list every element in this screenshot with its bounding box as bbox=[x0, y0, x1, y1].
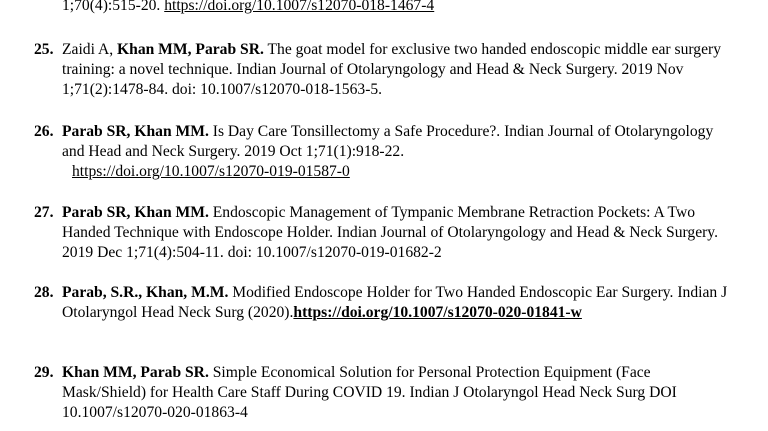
reference-text: Endoscopic Management of Tympanic Membrane Retraction Pockets: A Two Handed Technique with Endoscope Holder. Indian Journal of Otolaryngology and Head & Neck Surgery. 2019 Dec 1;71(4):504-11. doi: 10.1007/s12070-019-01682-2 bbox=[62, 204, 718, 261]
reference-text: Simple Economical Solution for Personal Protection Equipment (Face Mask/Shield) for Health Care Staff During COVID 19. Indian J Otolaryngol Head Neck Surg DOI 10.1007/s12070-020-01863-4 bbox=[62, 364, 677, 421]
reference-29 bbox=[34, 363, 734, 423]
reference-number: 26. bbox=[34, 123, 54, 140]
reference-authors: Zaidi A, bbox=[62, 41, 118, 58]
reference-number: 29. bbox=[34, 364, 54, 381]
reference-authors-bold: Parab, S.R., Khan, M.M. bbox=[62, 284, 229, 301]
reference-text: Is Day Care Tonsillectomy a Safe Procedure?. Indian Journal of Otolaryngology and Head and Neck Surgery. 2019 Oct 1;71(1):918-22. bbox=[62, 123, 714, 160]
reference-authors-bold: Khan MM, Parab SR. bbox=[117, 41, 264, 58]
reference-number: 25. bbox=[34, 41, 54, 58]
reference-doi-link[interactable]: https://doi.org/10.1007/s12070-019-01587-0 bbox=[72, 163, 350, 180]
reference-number: 28. bbox=[34, 284, 54, 301]
reference-number: 27. bbox=[34, 204, 54, 221]
fragment-doi-link[interactable]: https://doi.org/10.1007/s12070-018-1467-4 bbox=[164, 0, 435, 14]
reference-text: Modified Endoscope Holder for Two Handed Endoscopic Ear Surgery. Indian J Otolaryngol Head Neck Surg (2020). bbox=[62, 284, 728, 321]
reference-authors-bold: Khan MM, Parab SR. bbox=[62, 364, 209, 381]
reference-authors-bold: Parab SR, Khan MM. bbox=[62, 204, 209, 221]
fragment-text: 1;70(4):515-20. bbox=[62, 0, 165, 14]
reference-27 bbox=[34, 203, 734, 263]
reference-25 bbox=[34, 40, 734, 100]
reference-authors-bold: Parab SR, Khan MM. bbox=[62, 123, 209, 140]
reference-doi-link[interactable]: https://doi.org/10.1007/s12070-020-01841-w bbox=[293, 304, 582, 321]
reference-text: The goat model for exclusive two handed endoscopic middle ear surgery training: a novel technique. Indian Journal of Otolaryngology and Head & Neck Surgery. 2019 Nov 1;71(2):1478-84. doi: 10.1007/s12070-018-1563-5. bbox=[62, 41, 722, 98]
reference-26 bbox=[34, 122, 734, 182]
previous-reference-fragment bbox=[62, 0, 752, 16]
reference-28 bbox=[34, 283, 734, 323]
